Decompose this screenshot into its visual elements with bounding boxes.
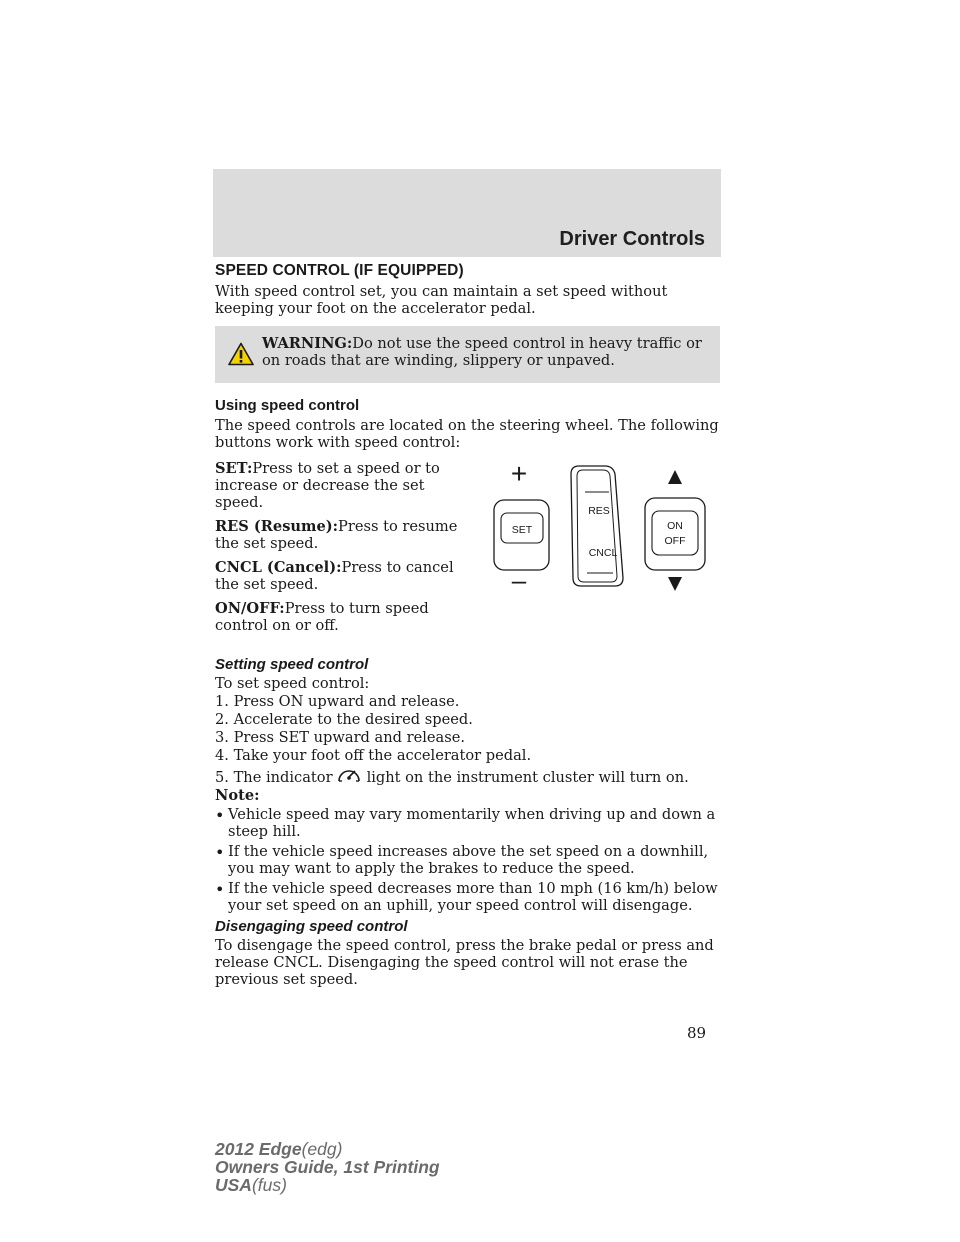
section-intro: With speed control set, you can maintain a set speed without keeping your foot on the accelerator pedal. <box>215 283 668 317</box>
set-label: SET <box>511 524 533 536</box>
warning-box <box>215 326 720 383</box>
bullet-dot: • <box>215 843 225 862</box>
disengaging-title: Disengaging speed control <box>215 918 408 935</box>
definition-resume <box>215 518 460 552</box>
res-label: RES <box>588 505 610 517</box>
setting-steps <box>215 693 720 786</box>
footer-line-1 <box>215 1140 440 1158</box>
on-label: ON <box>667 520 683 532</box>
section-header-title: Driver Controls <box>559 228 705 250</box>
setting-intro: To set speed control: <box>215 675 370 692</box>
step-item: 4. Take your foot off the accelerator pedal. <box>215 747 532 764</box>
definition-cancel <box>215 559 460 593</box>
setting-title: Setting speed control <box>215 656 369 673</box>
definition-term: ON/OFF: <box>215 600 285 617</box>
definition-desc: Press to resume the set speed. <box>215 518 458 552</box>
footer-imprint <box>215 1140 440 1194</box>
definition-term: CNCL (Cancel): <box>215 559 342 576</box>
res-cncl-rocker-inner <box>577 470 617 582</box>
disengaging-text: To disengage the speed control, press the brake pedal or press and release CNCL. Disengaging the speed control will not erase the previous set speed. <box>215 937 714 988</box>
definition-onoff <box>215 600 460 634</box>
using-title: Using speed control <box>215 397 360 414</box>
step5-after: light on the instrument cluster will turn on. <box>366 769 689 786</box>
step-item: 1. Press ON upward and release. <box>215 693 460 710</box>
step-item: 2. Accelerate to the desired speed. <box>215 711 473 728</box>
page-number: 89 <box>687 1024 707 1042</box>
footer-model: 2012 Edge <box>215 1139 302 1159</box>
list-item <box>215 843 720 877</box>
step5-before: 5. The indicator <box>215 769 333 786</box>
up-arrow-icon <box>668 470 682 484</box>
cncl-label: CNCL <box>588 547 618 559</box>
definitions-block <box>215 460 720 634</box>
footer-market: USA <box>215 1175 252 1195</box>
page-content <box>215 262 720 988</box>
bullet-text: If the vehicle speed decreases more than 10 mph (16 km/h) below your set speed on an uphill, your speed control will disengage. <box>228 880 718 914</box>
definition-term: RES (Resume): <box>215 518 339 535</box>
warning-text <box>262 335 708 369</box>
bullet-text: Vehicle speed may vary momentarily when driving up and down a steep hill. <box>228 806 716 840</box>
footer-market-code: (fus) <box>251 1175 287 1195</box>
header-band <box>213 169 721 257</box>
note-label: Note: <box>215 787 260 804</box>
res-cncl-rocker <box>571 466 623 586</box>
warning-triangle-icon <box>228 342 254 366</box>
speed-control-indicator-icon <box>335 765 363 785</box>
warning-body: Do not use the speed control in heavy traffic or on roads that are winding, slippery or unpaved. <box>262 335 702 369</box>
plus-label: + <box>510 460 528 489</box>
list-item <box>215 806 720 840</box>
minus-label: – <box>511 565 527 592</box>
step-item: 3. Press SET upward and release. <box>215 729 465 746</box>
definition-desc: Press to turn speed control on or off. <box>215 600 429 634</box>
onoff-button-inner <box>652 511 698 555</box>
footer-line-2: Owners Guide, 1st Printing <box>215 1157 440 1177</box>
bullet-text: If the vehicle speed increases above the set speed on a downhill, you may want to apply the brakes to reduce the speed. <box>228 843 709 877</box>
section-title: SPEED CONTROL (IF EQUIPPED) <box>215 262 464 279</box>
definition-desc: Press to set a speed or to increase or decrease the set speed. <box>215 460 440 511</box>
note-bullets <box>215 806 720 914</box>
off-label: OFF <box>664 535 686 547</box>
bullet-dot: • <box>215 806 225 825</box>
footer-line-3 <box>215 1176 440 1194</box>
footer-model-code: (edg) <box>301 1139 343 1159</box>
definition-set <box>215 460 460 511</box>
definition-term: SET: <box>215 460 253 477</box>
bullet-dot: • <box>215 880 225 899</box>
definition-list <box>215 460 460 634</box>
using-intro: The speed controls are located on the steering wheel. The following buttons work with speed control: <box>215 417 719 451</box>
step-item-5 <box>215 765 720 786</box>
speed-control-buttons-illustration <box>485 460 720 592</box>
onoff-button-outer <box>645 498 705 570</box>
down-arrow-icon <box>668 577 682 591</box>
list-item <box>215 880 720 914</box>
definition-desc: Press to cancel the set speed. <box>215 559 454 593</box>
warning-label: WARNING: <box>262 335 353 352</box>
